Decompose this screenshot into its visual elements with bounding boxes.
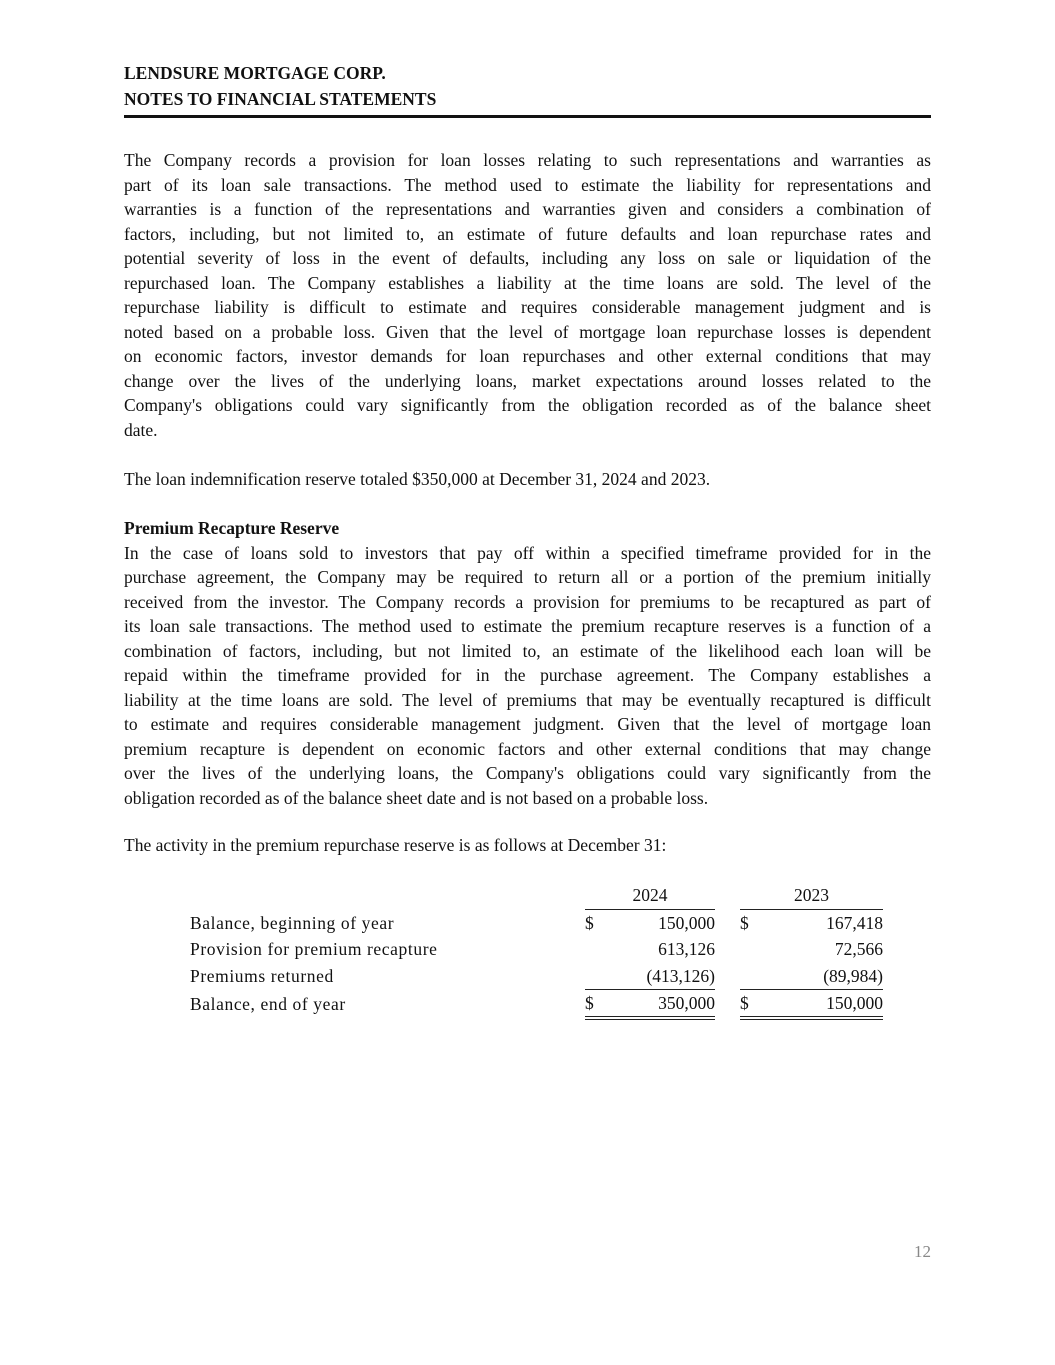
spacer xyxy=(560,909,585,936)
text-line: factors, including, but not limited to, an estimate of future defaults and loan repurchase rates and xyxy=(124,223,931,244)
value-2024: 150,000 xyxy=(658,912,715,933)
text-line: its loan sale transactions. The method used to estimate the premium recapture reserves is a function of a xyxy=(124,616,931,636)
spacer xyxy=(715,909,740,936)
text-line: noted based on a probable loss. Given that the level of mortgage loan repurchase losses is dependent xyxy=(124,321,931,342)
spacer xyxy=(560,989,585,1018)
value-2023: (89,984) xyxy=(760,962,883,989)
paragraph-activity-intro xyxy=(124,833,931,858)
text-line: part of its loan sale transactions. The method used to estimate the liability for representations and xyxy=(124,174,931,195)
section-premium-recapture xyxy=(124,516,931,810)
header-rule xyxy=(124,115,931,118)
currency-symbol xyxy=(740,962,760,989)
currency-symbol: $ xyxy=(585,989,605,1018)
text-line: repurchased loan. The Company establishes a liability at the time loans are sold. The level of the xyxy=(124,272,931,293)
page-number: 12 xyxy=(914,1242,931,1261)
table-row xyxy=(190,989,883,1018)
row-label: Premiums returned xyxy=(190,965,334,986)
paragraph-rep-warranties xyxy=(124,148,931,442)
text-line: premium recapture is dependent on economic factors and other external conditions that may change xyxy=(124,738,931,759)
currency-symbol xyxy=(585,962,605,989)
text-line: obligation recorded as of the balance sheet date and is not based on a probable loss. xyxy=(124,787,709,808)
text-line: potential severity of loss in the event of defaults, including any loss on sale or liquidation of the xyxy=(124,248,931,268)
paragraph-indemnification-reserve xyxy=(124,467,931,492)
currency-symbol: $ xyxy=(585,912,594,933)
text-line: repaid within the timeframe provided for in the purchase agreement. The Company establishes a xyxy=(124,665,931,685)
text-line: on economic factors, investor demands for loan repurchases and other external conditions that may xyxy=(124,346,931,366)
currency-symbol xyxy=(740,936,760,962)
currency-symbol: $ xyxy=(740,912,749,933)
currency-symbol xyxy=(585,936,605,962)
table-row xyxy=(190,962,883,989)
text-line: The activity in the premium repurchase reserve is as follows at December 31: xyxy=(124,835,667,855)
table-row xyxy=(190,909,883,936)
text-line: received from the investor. The Company records a provision for premiums to be recaptured as part of xyxy=(124,591,931,612)
text-line: to estimate and requires considerable management judgment. Given that the level of mortgage loan xyxy=(124,714,931,734)
text-line: repurchase liability is difficult to estimate and requires considerable management judgment and is xyxy=(124,297,931,317)
column-header-2024: 2024 xyxy=(585,883,715,909)
text-line: liability at the time loans are sold. The level of premiums that may be eventually recaptured is difficult xyxy=(124,689,931,710)
row-label: Provision for premium recapture xyxy=(190,939,438,960)
text-line: warranties is a function of the representations and warranties given and considers a combination of xyxy=(124,199,931,219)
column-header-2023: 2023 xyxy=(740,883,883,909)
text-line: combination of factors, including, but not limited to, an estimate of the likelihood each loan will be xyxy=(124,640,931,661)
reserve-activity-table xyxy=(190,883,883,1020)
text-line: change over the lives of the underlying loans, market expectations around losses related to the xyxy=(124,370,931,391)
text-line: Company's obligations could vary significantly from the obligation recorded as of the balance sheet xyxy=(124,395,931,415)
spacer xyxy=(715,962,740,989)
text-line: purchase agreement, the Company may be required to return all or a portion of the premium initially xyxy=(124,567,931,587)
value-2023: 167,418 xyxy=(826,912,883,933)
section-heading: Premium Recapture Reserve xyxy=(124,518,340,538)
value-2024: 613,126 xyxy=(658,939,715,960)
value-2024: (413,126) xyxy=(605,962,715,989)
spacer xyxy=(715,936,740,962)
text-line: In the case of loans sold to investors that pay off within a specified timeframe provided for in the xyxy=(124,542,931,563)
text-line: The Company records a provision for loan losses relating to such representations and warranties as xyxy=(124,150,931,170)
spacer xyxy=(715,989,740,1018)
document-title: NOTES TO FINANCIAL STATEMENTS xyxy=(124,89,437,109)
value-2023: 72,566 xyxy=(834,939,883,960)
spacer xyxy=(560,962,585,989)
value-2024: 350,000 xyxy=(605,989,715,1018)
text-line: The loan indemnification reserve totaled $350,000 at December 31, 2024 and 2023. xyxy=(124,469,711,489)
currency-symbol: $ xyxy=(740,989,760,1018)
company-name: LENDSURE MORTGAGE CORP. xyxy=(124,63,386,83)
table-row xyxy=(190,936,883,962)
text-line: date. xyxy=(124,419,158,440)
row-label: Balance, beginning of year xyxy=(190,912,395,933)
row-label: Balance, end of year xyxy=(190,993,346,1014)
text-line: over the lives of the underlying loans, the Company's obligations could vary significantly from the xyxy=(124,763,931,783)
value-2023: 150,000 xyxy=(760,989,883,1018)
spacer xyxy=(560,936,585,962)
